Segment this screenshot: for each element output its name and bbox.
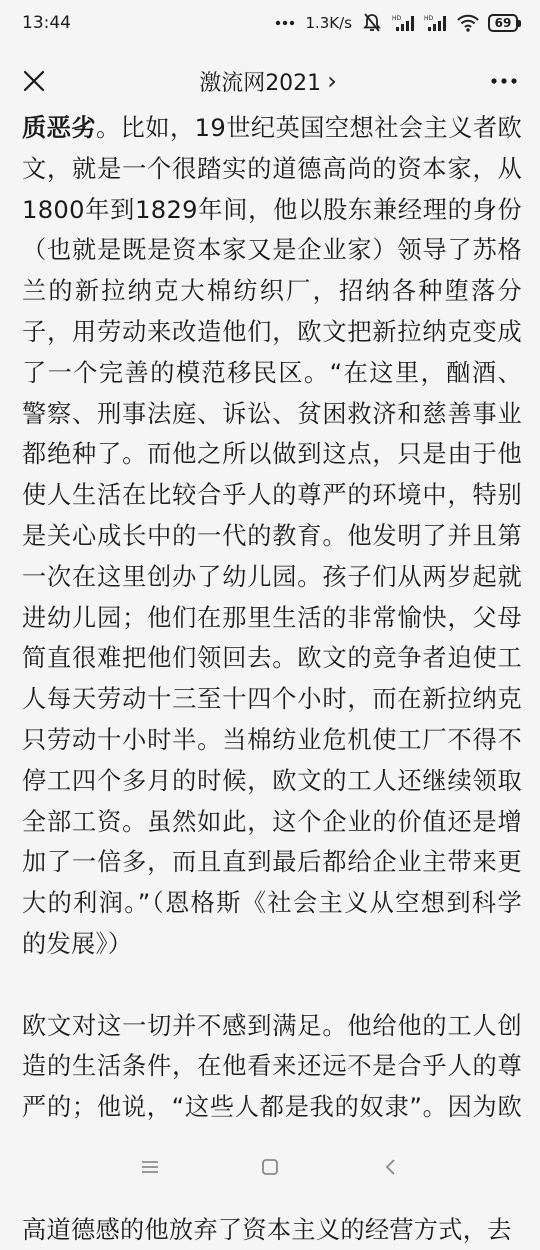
system-nav-bar (0, 1134, 540, 1200)
chevron-right-icon: › (327, 67, 337, 95)
svg-text:HD: HD (424, 15, 434, 22)
article-paragraph: 欧文对这一切并不感到满足。他给他的工人创造的生活条件，在他看来还远不是合乎人的尊严的；他说，“这些人都是我的奴隶”。因为欧 高道德感的他放弃了资本主义的经营方式，去 (22, 1011, 522, 1244)
page-title-link[interactable] (199, 66, 337, 97)
nav-bar (0, 46, 540, 116)
page-title: 激流网2021 (199, 70, 322, 96)
dots-icon (273, 13, 297, 33)
close-icon[interactable] (20, 67, 48, 95)
net-speed: 1.3K/s (305, 14, 352, 32)
article-body (22, 108, 522, 1250)
status-icons (273, 13, 518, 33)
battery-icon (488, 14, 518, 32)
status-bar (0, 0, 540, 46)
status-time: 13:44 (22, 13, 71, 33)
article-paragraph (22, 108, 522, 965)
bold-text: 质恶劣 (22, 114, 96, 142)
svg-text:HD: HD (392, 15, 402, 22)
battery-level: 69 (494, 16, 512, 30)
mute-bell-icon (360, 13, 384, 33)
menu-icon[interactable] (130, 1147, 170, 1187)
signal-hd-icon (392, 13, 416, 33)
signal-hd-icon (424, 13, 448, 33)
wifi-icon (456, 13, 480, 33)
more-icon[interactable] (488, 67, 520, 95)
home-icon[interactable] (250, 1147, 290, 1187)
paragraph-text: 。比如，19世纪英国空想社会主义者欧文，就是一个很踏实的道德高尚的资本家，从1800年到1829年间，他以股东兼经理的身份（也就是既是资本家又是企业家）领导了苏格兰的新拉纳克大棉纺织厂，招纳各种堕落分子，用劳动来改造他们，欧文把新拉纳克变成了一个完善的模范移民区。“在这里，酗酒、警察、刑事法庭、诉讼、贫困救济和慈善事业都绝种了。而他之所以做到这点，只是由于他使人生活在比较合乎人的尊严的环境中，特别是关心成长中的一代的教育。他发明了并且第一次在这里创办了幼儿园。孩子们从两岁起就进幼儿园；他们在那里生活的非常愉快，父母简直很难把他们领回去。欧文的竞争者迫使工人每天劳动十三至十四个小时，而在新拉纳克只劳动十小时半。当棉纺业危机使工厂不得不停工四个多月的时候，欧文的工人还继续领取全部工资。虽然如此，这个企业的价值还是增加了一倍多，而且直到最后都给企业主带来更大的利润。”（恩格斯《社会主义从空想到科学的发展》） (22, 114, 522, 958)
back-icon[interactable] (370, 1147, 410, 1187)
